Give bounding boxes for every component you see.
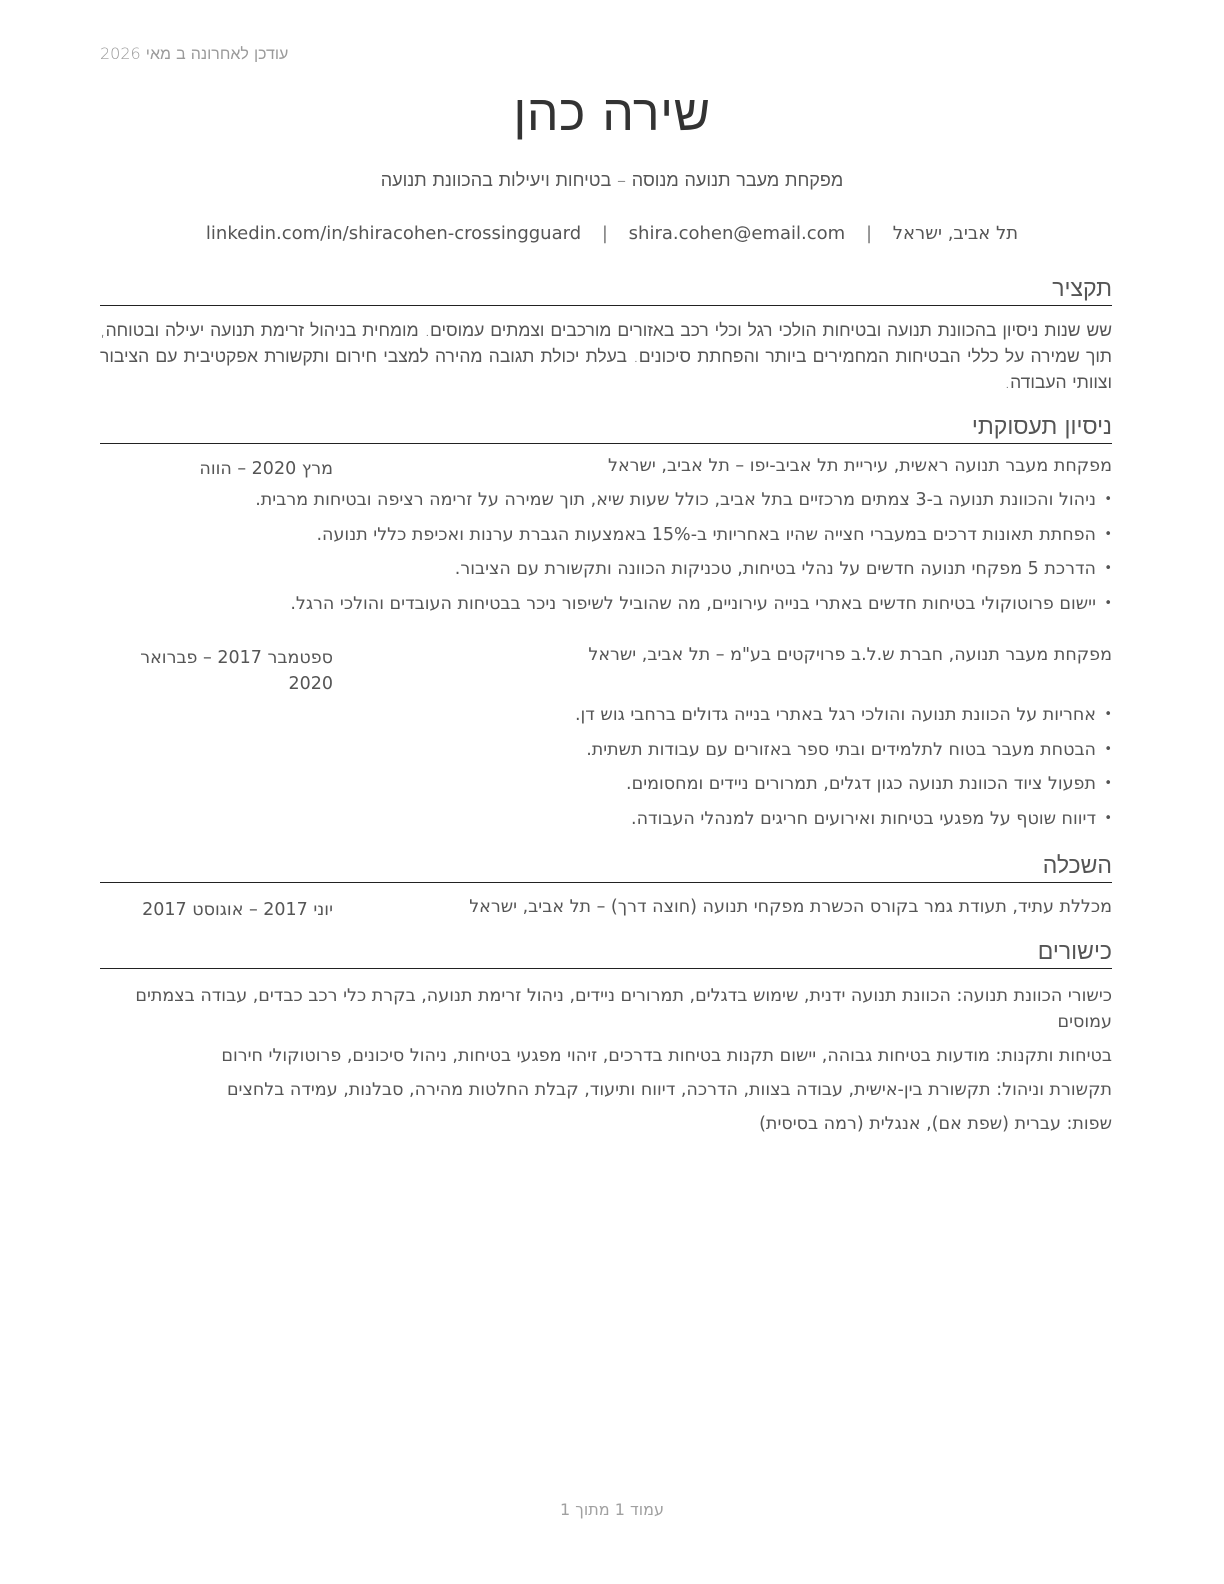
candidate-headline: מפקחת מעבר תנועה מנוסה – בטיחות ויעילות בהכוונת תנועה bbox=[380, 170, 844, 191]
section-title-summary: תקציר bbox=[100, 274, 1112, 306]
skill-line: שפות: עברית (שפת אם), אנגלית (רמה בסיסית) bbox=[759, 1114, 1112, 1134]
job-bullets bbox=[100, 487, 1112, 625]
section-title-experience: ניסיון תעסוקתי bbox=[100, 412, 1112, 444]
skill-line: בטיחות ותקנות: מודעות בטיחות גבוהה, יישום תקנות בטיחות בדרכים, זיהוי מפגעי בטיחות, ניהול סיכונים, פרוטוקולי חירום bbox=[221, 1046, 1112, 1066]
section-title-education: השכלה bbox=[100, 851, 1112, 883]
list-item: • ניהול והכוונת תנועה ב-3 צמתים מרכזיים בתל אביב, כולל שעות שיא, תוך שמירה על זרימה רציפה ובטיחות מרבית. bbox=[100, 487, 1112, 522]
job-header bbox=[100, 456, 1112, 482]
contact-location: תל אביב, ישראל bbox=[892, 223, 1019, 244]
job-header bbox=[100, 645, 1112, 694]
education-entry bbox=[100, 897, 1112, 923]
job-dates: מרץ 2020 – הווה bbox=[199, 459, 333, 479]
list-item: • אחריות על הכוונת תנועה והולכי רגל באתרי בנייה גדולים ברחבי גוש דן. bbox=[100, 702, 1112, 737]
skill-line: כישורי הכוונת תנועה: הכוונת תנועה ידנית, שימוש בדגלים, תמרורים ניידים, ניהול זרימת תנועה, בקרת כלי רכב כבדים, עבודה בצמתים עמוסים bbox=[135, 986, 1112, 1032]
skill-line: תקשורת וניהול: תקשורת בין-אישית, עבודה בצוות, הדרכה, דיווח ותיעוד, קבלת החלטות מהירה, סבלנות, עמידה בלחצים bbox=[226, 1080, 1112, 1100]
job-bullets bbox=[100, 702, 1112, 840]
section-title-skills: כישורים bbox=[100, 937, 1112, 969]
list-item: • הדרכת 5 מפקחי תנועה חדשים על נהלי בטיחות, טכניקות הכוונה ותקשורת עם הציבור. bbox=[100, 556, 1112, 591]
summary-text: שש שנות ניסיון בהכוונת תנועה ובטיחות הולכי רגל וכלי רכב באזורים מורכבים וצמתים עמוסים. מומחית בניהול זרימת תנועה יעילה ובטוחה, תוך שמירה על כללי הבטיחות המחמירים ביותר והפחתת סיכונים. בעלת יכולת תגובה מהירה למצבי חירום ותקשורת אפקטיבית עם הציבור וצוותי העבודה. bbox=[100, 321, 1112, 393]
contact-linkedin[interactable]: linkedin.com/in/shiracohen-crossingguard bbox=[205, 223, 582, 244]
list-item: • יישום פרוטוקולי בטיחות חדשים באתרי בנייה עירוניים, מה שהוביל לשיפור ניכר בבטיחות העובדים והולכי הרגל. bbox=[100, 591, 1112, 626]
list-item: • תפעול ציוד הכוונת תנועה כגון דגלים, תמרורים ניידים ומחסומים. bbox=[100, 771, 1112, 806]
contact-separator: | bbox=[865, 223, 873, 244]
contact-separator: | bbox=[601, 223, 608, 244]
list-item: • הבטחת מעבר בטוח לתלמידים ובתי ספר באזורים עם עבודות תשתית. bbox=[100, 737, 1112, 772]
job-dates: ספטמבר 2017 – פברואר 2020 bbox=[140, 648, 333, 694]
candidate-name: שירה כהן bbox=[513, 84, 711, 142]
contact-email[interactable]: shira.cohen@email.com bbox=[628, 223, 846, 244]
last-updated: עודכן לאחרונה ב מאי 2026 bbox=[100, 44, 289, 63]
education-title: מכללת עתיד, תעודת גמר בקורס הכשרת מפקחי תנועה (חוצה דרך) – תל אביב, ישראל bbox=[469, 897, 1112, 917]
list-item: • הפחתת תאונות דרכים במעברי חצייה שהיו באחריותי ב-15% באמצעות הגברת ערנות ואכיפת כללי תנועה. bbox=[100, 522, 1112, 557]
education-dates: יוני 2017 – אוגוסט 2017 bbox=[142, 900, 333, 920]
page-number: עמוד 1 מתוך 1 bbox=[560, 1500, 664, 1519]
job-title: מפקחת מעבר תנועה ראשית, עיריית תל אביב-יפו – תל אביב, ישראל bbox=[608, 456, 1112, 476]
job-title: מפקחת מעבר תנועה, חברת ש.ל.ב פרויקטים בע"מ – תל אביב, ישראל bbox=[588, 645, 1112, 665]
list-item: • דיווח שוטף על מפגעי בטיחות ואירועים חריגים למנהלי העבודה. bbox=[100, 806, 1112, 841]
contact-line bbox=[0, 223, 1224, 244]
